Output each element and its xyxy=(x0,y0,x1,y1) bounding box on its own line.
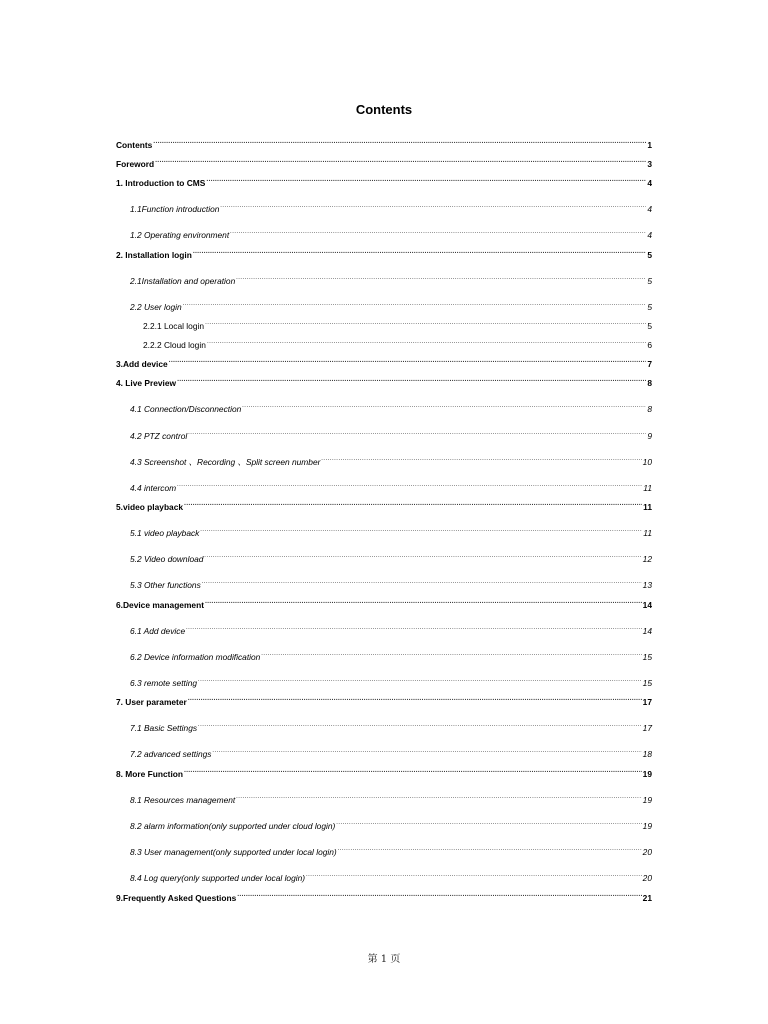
dot-leader xyxy=(184,500,642,510)
toc-entry[interactable] xyxy=(130,578,652,590)
toc-entry-label: 6.1 Add device xyxy=(130,626,186,636)
toc-entry-page-number: 7 xyxy=(647,359,652,369)
toc-entry[interactable] xyxy=(130,481,652,493)
dot-leader xyxy=(212,747,641,757)
toc-entry-label: 4.4 intercom xyxy=(130,483,177,493)
toc-entry[interactable] xyxy=(116,176,652,188)
toc-entry-page-number: 15 xyxy=(642,652,652,662)
dot-leader xyxy=(237,891,641,901)
dot-leader xyxy=(177,481,642,491)
dot-leader xyxy=(205,598,642,608)
toc-entry[interactable] xyxy=(116,376,652,388)
toc-entry-page-number: 9 xyxy=(647,431,652,441)
toc-entry[interactable] xyxy=(130,274,652,286)
toc-entry-page-number: 14 xyxy=(642,600,652,610)
dot-leader xyxy=(220,202,646,212)
toc-entry-label: 2.2.2 Cloud login xyxy=(143,340,206,350)
toc-entry-label: 7.1 Basic Settings xyxy=(130,723,198,733)
toc-entry[interactable] xyxy=(116,695,652,707)
dot-leader xyxy=(338,845,642,855)
toc-entry-label: 2. Installation login xyxy=(116,250,192,260)
toc-entry[interactable] xyxy=(130,747,652,759)
toc-entry[interactable] xyxy=(116,500,652,512)
toc-entry[interactable] xyxy=(143,319,652,331)
toc-entry-label: 4. Live Preview xyxy=(116,378,177,388)
toc-entry-page-number: 11 xyxy=(643,528,652,538)
toc-entry[interactable] xyxy=(130,429,652,441)
toc-entry[interactable] xyxy=(130,871,652,883)
toc-entry-label: Foreword xyxy=(116,159,155,169)
toc-entry-page-number: 19 xyxy=(642,795,652,805)
toc-entry-label: 5.2 Video download xyxy=(130,554,204,564)
dot-leader xyxy=(193,248,646,258)
dot-leader xyxy=(205,319,646,329)
toc-entry[interactable] xyxy=(130,228,652,240)
dot-leader xyxy=(188,429,646,439)
toc-entry-page-number: 10 xyxy=(642,457,652,467)
toc-entry-label: 6.3 remote setting xyxy=(130,678,198,688)
toc-entry[interactable] xyxy=(116,138,652,150)
toc-entry[interactable] xyxy=(130,676,652,688)
dot-leader xyxy=(198,721,642,731)
dot-leader xyxy=(198,676,642,686)
toc-entry-label: 2.2.1 Local login xyxy=(143,321,204,331)
toc-entry-label: 9.Frequently Asked Questions xyxy=(116,893,237,903)
toc-entry-label: 4.2 PTZ control xyxy=(130,431,188,441)
dot-leader xyxy=(188,695,642,705)
toc-entry-label: 7. User parameter xyxy=(116,697,187,707)
toc-entry[interactable] xyxy=(130,721,652,733)
dot-leader xyxy=(184,767,642,777)
dot-leader xyxy=(207,338,646,348)
toc-entry-label: 6.2 Device information modification xyxy=(130,652,261,662)
toc-entry-label: 1.2 Operating environment xyxy=(130,230,230,240)
toc-entry-page-number: 21 xyxy=(642,893,652,903)
toc-entry-page-number: 15 xyxy=(642,678,652,688)
toc-entry[interactable] xyxy=(130,552,652,564)
dot-leader xyxy=(177,376,646,386)
page-footer: 第 1 页 xyxy=(367,954,401,965)
dot-leader xyxy=(169,357,647,367)
toc-entry-page-number: 12 xyxy=(642,554,652,564)
toc-entry-label: 7.2 advanced settings xyxy=(130,749,212,759)
toc-entry-page-number: 4 xyxy=(647,230,652,240)
toc-entry-label: 5.1 video playback xyxy=(130,528,200,538)
toc-entry[interactable] xyxy=(130,793,652,805)
toc-entry[interactable] xyxy=(130,202,652,214)
toc-entry-page-number: 17 xyxy=(642,723,652,733)
dot-leader xyxy=(202,578,642,588)
toc-entry[interactable] xyxy=(116,157,652,169)
page-title: Contents xyxy=(355,102,413,117)
toc-entry[interactable] xyxy=(116,598,652,610)
dot-leader xyxy=(242,402,646,412)
toc-entry-label: 5.video playback xyxy=(116,502,184,512)
toc-entry-page-number: 17 xyxy=(642,697,652,707)
toc-entry-page-number: 6 xyxy=(647,340,652,350)
dot-leader xyxy=(186,624,642,634)
toc-entry-label: 6.Device management xyxy=(116,600,204,610)
toc-entry-page-number: 4 xyxy=(647,204,652,214)
toc-entry-label: 3.Add device xyxy=(116,359,168,369)
toc-entry-page-number: 11 xyxy=(643,502,652,512)
dot-leader xyxy=(236,274,646,284)
toc-entry-label: 8.1 Resources management xyxy=(130,795,236,805)
toc-entry[interactable] xyxy=(130,819,652,831)
toc-entry-label: 2.1Installation and operation xyxy=(130,276,236,286)
toc-entry-label: 4.1 Connection/Disconnection xyxy=(130,404,242,414)
toc-entry-page-number: 4 xyxy=(647,178,652,188)
toc-entry-label: 2.2 User login xyxy=(130,302,182,312)
dot-leader xyxy=(206,176,646,186)
toc-entry[interactable] xyxy=(130,402,652,414)
toc-entry-label: 8. More Function xyxy=(116,769,183,779)
toc-entry-page-number: 18 xyxy=(642,749,652,759)
dot-leader xyxy=(200,526,642,536)
dot-leader xyxy=(230,228,646,238)
toc-entry-page-number: 19 xyxy=(642,821,652,831)
toc-entry-label: 8.4 Log query(only supported under local login) xyxy=(130,873,306,883)
toc-entry-label: 1.1Function introduction xyxy=(130,204,220,214)
toc-entry-page-number: 20 xyxy=(642,873,652,883)
toc-entry-label: 1. Introduction to CMS xyxy=(116,178,206,188)
toc-entry[interactable] xyxy=(130,526,652,538)
toc-entry-page-number: 5 xyxy=(647,250,652,260)
toc-entry-page-number: 11 xyxy=(643,483,652,493)
toc-entry-page-number: 5 xyxy=(647,302,652,312)
toc-entry[interactable] xyxy=(130,624,652,636)
toc-entry[interactable] xyxy=(116,891,652,903)
toc-entry-page-number: 20 xyxy=(642,847,652,857)
toc-entry-page-number: 14 xyxy=(642,626,652,636)
dot-leader xyxy=(153,138,646,148)
toc-entry-label: 8.3 User management(only supported under local login) xyxy=(130,847,337,857)
dot-leader xyxy=(155,157,646,167)
toc-entry-label: 4.3 Screenshot 、Recording 、Split screen number xyxy=(130,457,321,467)
toc-entry-page-number: 8 xyxy=(647,404,652,414)
toc-entry[interactable] xyxy=(130,650,652,662)
toc-entry-page-number: 5 xyxy=(647,321,652,331)
toc-entry-page-number: 1 xyxy=(647,140,652,150)
toc-entry[interactable] xyxy=(116,357,652,369)
toc-entry-page-number: 19 xyxy=(642,769,652,779)
toc-entry[interactable] xyxy=(130,845,652,857)
toc-entry-label: Contents xyxy=(116,140,153,150)
toc-entry[interactable] xyxy=(116,248,652,260)
toc-entry-label: 5.3 Other functions xyxy=(130,580,201,590)
dot-leader xyxy=(183,300,647,310)
toc-entry[interactable] xyxy=(130,300,652,312)
dot-leader xyxy=(336,819,641,829)
toc-entry[interactable] xyxy=(116,767,652,779)
dot-leader xyxy=(204,552,641,562)
toc-entry-page-number: 8 xyxy=(647,378,652,388)
dot-leader xyxy=(236,793,641,803)
toc-entry-page-number: 3 xyxy=(647,159,652,169)
toc-entry[interactable] xyxy=(143,338,652,350)
toc-entry[interactable] xyxy=(130,455,652,467)
toc-entry-page-number: 5 xyxy=(647,276,652,286)
dot-leader xyxy=(261,650,641,660)
dot-leader xyxy=(306,871,642,881)
toc-entry-page-number: 13 xyxy=(642,580,652,590)
toc-entry-label: 8.2 alarm information(only supported under cloud login) xyxy=(130,821,336,831)
dot-leader xyxy=(321,455,641,465)
